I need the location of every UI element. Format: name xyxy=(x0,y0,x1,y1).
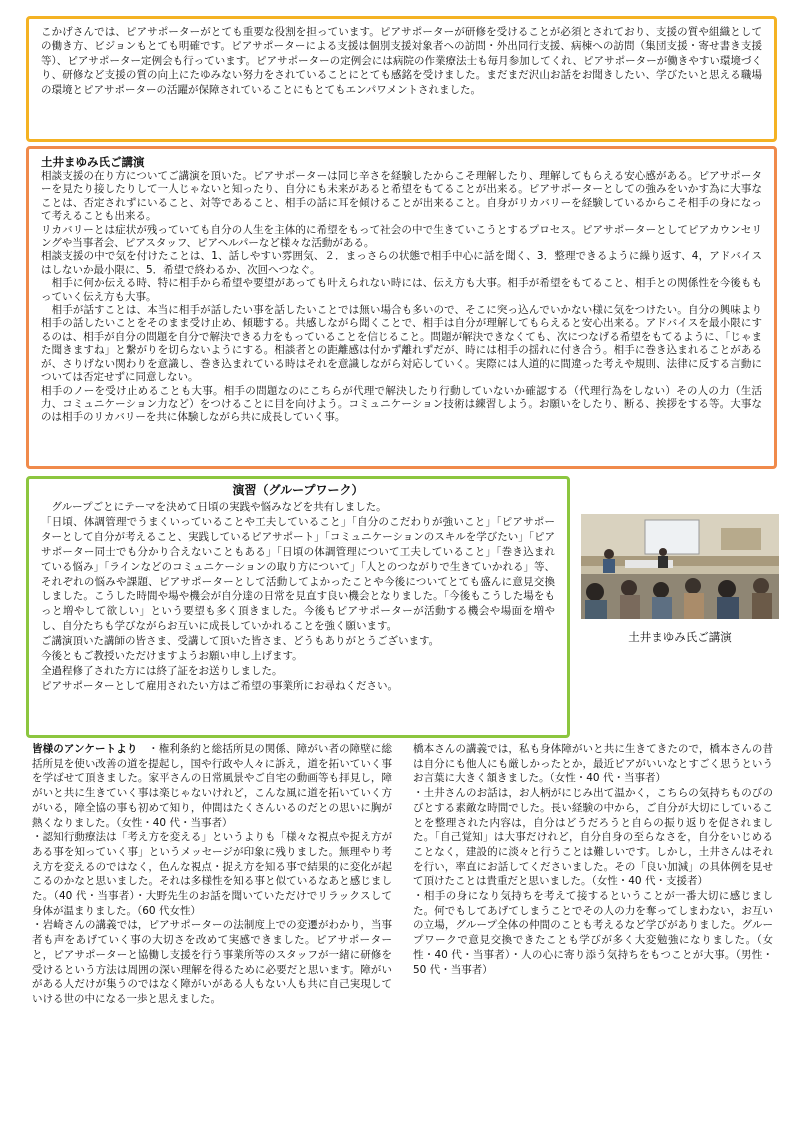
survey-right-column xyxy=(413,742,773,977)
workshop-heading: 演習（グループワーク） xyxy=(232,483,364,497)
survey-item xyxy=(32,742,392,830)
lecture-paragraph: 相手のノーを受け止めることも大事。相手の問題なのにこちらが代理で解決したり行動していないか確認する（代理行為をしない）その人の力（生活力、コミュニケーション力など）をつけることに目を向けよう。コミュニケーション技術は練習しよう。お願いをしたり、断る、挨拶をする等。大事なのは相手のリカバリーを共に体験しながら共に成長していく事。 xyxy=(41,384,762,424)
survey-heading: 皆様のアンケートより xyxy=(32,743,138,755)
intro-text: こかげさんでは、ピアサポーターがとても重要な役割を担っています。ピアサポーターが研修を受けることが必須とされており、支援の質や組織としての働き方、ビジョンもとても明確です。ピアサポーターによる支援は個別支援対象者への訪問・外出同行支援、病棟への訪問（集団支援・寄せ書き支援等）、ピアサポーター定例会も行っています。ピアサポーターの定例会には病院の作業療法士も毎月参加してくれ、ピアサポーターが働きやすい環境づくり、研修など支援の質の向上にたゆみない努力をされていることにとても感銘を受けました。まだまだ沢山お話をお聞きしたい、学びたいと思える職場の環境とピアサポーターの活躍が保障されていることにもとてもエンパワメントされました。 xyxy=(41,26,762,96)
workshop-paragraph: 全過程修了された方には終了証をお送りしました。 xyxy=(41,664,283,677)
workshop-paragraph: 「日頃、体調管理でうまくいっていることや工夫していること」「自分のこだわりが強いこと」「ピアサポーターとして自分が考えること、実践しているピアサポート」「コミュニケーションのスキルを学びたい」「ピアサポーター同士でも分かり合えないこともある」「日頃の体調管理について工夫していること」「巻き込まれている悩み」「ラインなどのコミュニケーションの取り方について」「人とのつながりで生きていかれる」等、それぞれの悩みや課題、ピアサポーターとして活動してよかったことや今後についてとても盛んに意見交換しました。こうした時間や場や機会が自分達の日常を見直す良い機会となりました。「今後もこうした場をもっと増やして欲しい」という要望も多く頂きました。今後もピアサポーターが活動する機会や場面を増やし、自分たちも学びながらお互いに成長していかれることを強く願います。 xyxy=(41,515,555,633)
intro-box xyxy=(26,16,777,142)
survey-comment: 橋本さんの講義では，私も身体障がいと共に生きてきたので，橋本さんの昔は自分にも他人にも厳しかったとか，最近ピアがいいなとすごく思うというお言葉に大きく頷きました。（女性・40 代・当事者） xyxy=(413,743,773,785)
workshop-paragraph: ピアサポーターとして雇用されたい方はご希望の事業所にお尋ねください。 xyxy=(41,679,398,692)
workshop-paragraph: 今後ともご教授いただけますようお願い申し上げます。 xyxy=(41,650,303,663)
lecture-paragraph: 相手に何か伝える時、特に相手から希望や要望があっても叶えられない時には、伝え方も大事。相手が希望をもてること、相手との関係性を今後ももっていく伝え方も大事。 xyxy=(41,277,762,303)
lecture-paragraph: リカバリーとは症状が残っていても自分の人生を主体的に希望をもって社会の中で生きていこうとするプロセス。ピアサポーターとしてピアカウンセリングや当事者会、ピアスタッフ、ピアヘルパーなど様々な活動がある。 xyxy=(41,223,762,250)
survey-comment: ・土井さんのお話は，お人柄がにじみ出て温かく，こちらの気持ちものびのびとする素敵な時間でした。長い経験の中から，ご自分が大切にしていることを整理された内容は，自分はどうだろうと自らの振り返りを促されました。「自己覚知」は大事だけれど，自分自身の至らなさを，自分をいじめることなく，建設的に淡々と行うことは難しいです。しかし，土井さんはそれを行い，率直にお話してくださいました。その「良い加減」の具体例を見せて頂けたことは貴重だと思いました。（女性・40 代・支援者） xyxy=(413,787,773,888)
lecture-paragraph: 相談支援の在り方についてご講演を頂いた。ピアサポーターは同じ辛さを経験したからこそ理解したり、理解してもらえる安心感がある。ピアサポーターを見たり接したりして一人じゃないと知ったり、自分にも未来があると希望をもてることが出来る。ピアサポーターとしての強みをいかす為に大事なことは、否定されずにいること、対等であること、相手の話に耳を傾けることが出来ること。自身がリカバリーを経験しているからこそ相手の身になって考えることも出来る。 xyxy=(41,170,762,223)
lecture-box xyxy=(26,146,777,469)
photo-caption: 土井まゆみ氏ご講演 xyxy=(628,630,732,644)
survey-left-column xyxy=(32,742,392,1007)
survey-comment: ・権利条約と総括所見の関係、障がい者の障壁に総括所見を使い改善の道を提起し，国や行政や人々に訴え，道を拓いていく事を学ばせて頂きました。家平さんの日常風景やご自宅の動画等も拝見し，障がいと共に生きていく事は楽じゃないけれど，こんな風に道を拓いていく方がいる，障全協の事も初めて知り，仲間はたくさんいるのだとの思いに胸が熱くなりました。（女性・40 代・当事者） xyxy=(32,743,393,829)
lecture-heading: 土井まゆみ氏ご講演 xyxy=(41,155,145,169)
lecture-photo xyxy=(581,514,779,619)
workshop-box xyxy=(26,476,570,738)
lecture-paragraph: 相談支援の中で気を付けたことは、1、話しやすい雰囲気、２．まっさらの状態で相手中心に話を聞く、3．整理できるように繰り返す、4，アドバイスはしないか最小限に、5．希望で終わるか、次回へつなぐ。 xyxy=(41,250,762,276)
survey-comment: ・相手の身になり気持ちを考えて接するということが一番大切に感じました。何でもしてあげてしまうことでその人の力を奪ってしまわない，お互いの立場，グループ全体の仲間のことも考えるなど学びがありました。グループワークで意見交換できたことも学びが多く大変勉強になりました。（女性・40 代・当事者）・人の心に寄り添う気持ちをもつことが大事。（男性・50 代・当事者） xyxy=(413,890,773,976)
lecture-paragraph: 相手が話すことは、本当に相手が話したい事を話したいことでは無い場合も多いので、そこに突っ込んでいかない様に気をつけたい。自分の興味より相手の話したいことをそのまま受け止め、傾聴する。共感しながら聞くことで、相手は自分が理解してもらえると安心出来る。アドバイスを最小限にするのは、相手が自分の問題を自分で解決できる力をもっていることを信じること。問題が解決できなくても、次につなげる希望をもてるように、「じゃまた聞きますね」と繋がりを切らないようにする。相談者との距離感は付かず離れずだが、時には相手の揺れに付き合う。相手に巻き込まれることがあるが、さりげない関わりを意識し、巻き込まれている時はそれを意識しながら対応していく。実際には人道的に間違った考えや規則、法律に反する言動については否定せずに同意しない。 xyxy=(41,304,762,384)
survey-comment: ・認知行動療法は「考え方を変える」というよりも「様々な視点や捉え方がある事を知っていく事」というメッセージが印象に残りました。無理やり考え方を変えるのではなく，色んな視点・捉え方を知る事で結果的に変化が起こるのかなと思いました。それは多様性を知る事と似ているなあと感じました。（40 代・当事者）・大野先生のお話を聞いていただけでリラックスして身体が温まりました。（60 代女性） xyxy=(32,831,392,917)
survey-comment: ・岩崎さんの講義では，ピアサポーターの法制度上での変遷がわかり，当事者も声をあげていく事の大切さを改めて実感できました。ピアサポーターと，ピアサポーターと協働し支援を行う事業所等のスタッフが一緒に研修を受けるという方法は周囲の深い理解を得るために必要だと思います。障がいがある人だけが集うのではなく障がいがある人もない人も共に自己実現していける世の中になる一歩と思えました。 xyxy=(32,919,392,1005)
workshop-paragraph: グループごとにテーマを決めて日頃の実践や悩みなどを共有しました。 xyxy=(41,501,387,513)
workshop-paragraph: ご講演頂いた講師の皆さま、受講して頂いた皆さま、どうもありがとうございます。 xyxy=(41,635,440,648)
